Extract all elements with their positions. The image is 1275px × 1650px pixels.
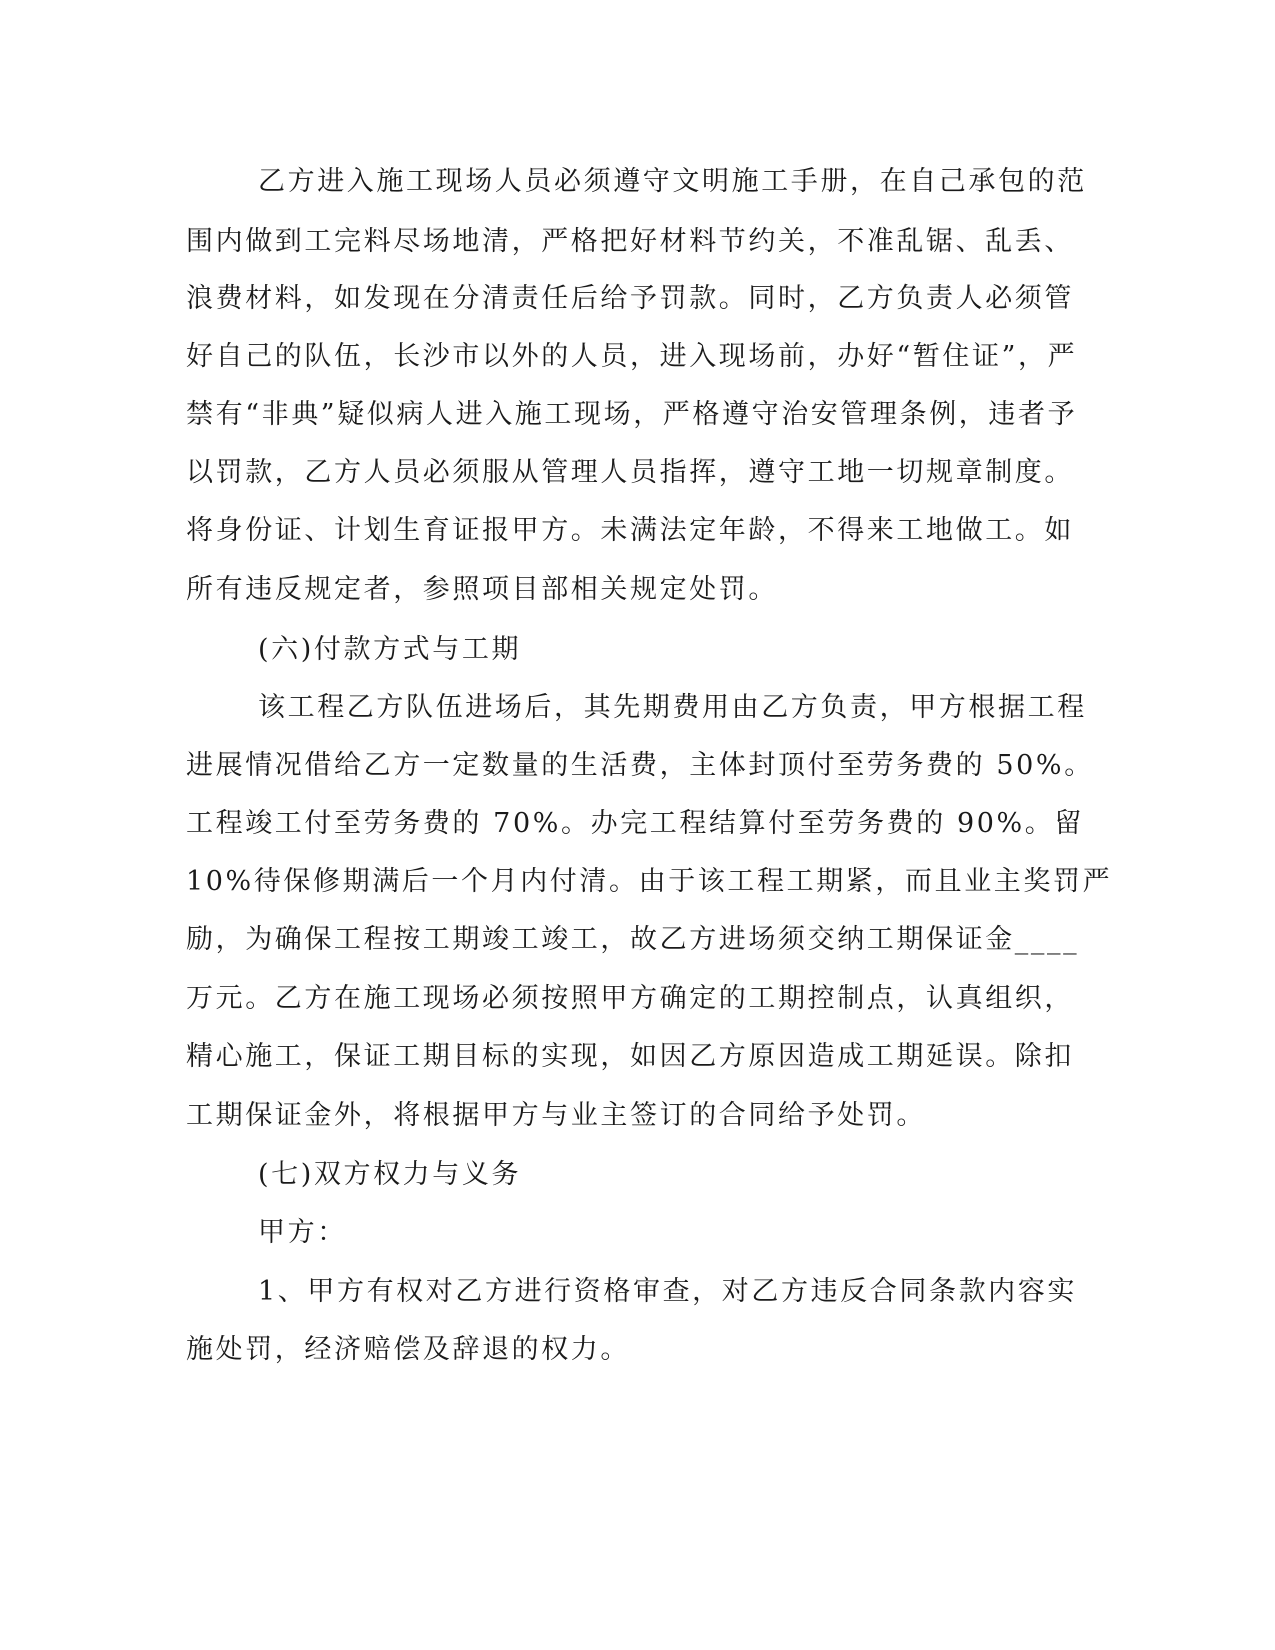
section-heading: (六)付款方式与工期: [258, 634, 522, 665]
paragraph-line: 进展情况借给乙方一定数量的生活费，主体封顶付至劳务费的 50%。: [186, 750, 1094, 781]
paragraph-line: 围内做到工完料尽场地清，严格把好材料节约关，不准乱锯、乱丢、: [186, 226, 1074, 257]
paragraph-line: 万元。乙方在施工现场必须按照甲方确定的工期控制点，认真组织，: [186, 983, 1074, 1014]
paragraph-line: 工期保证金外，将根据甲方与业主签订的合同给予处罚。: [186, 1100, 926, 1131]
paragraph-line: 精心施工，保证工期目标的实现，如因乙方原因造成工期延误。除扣: [186, 1041, 1074, 1072]
paragraph-line: 1、甲方有权对乙方进行资格审查，对乙方违反合同条款内容实: [258, 1276, 1077, 1307]
paragraph-line: 该工程乙方队伍进场后，其先期费用由乙方负责，甲方根据工程: [258, 692, 1087, 723]
paragraph-line: 将身份证、计划生育证报甲方。未满法定年龄，不得来工地做工。如: [186, 515, 1074, 546]
paragraph-line: 以罚款，乙方人员必须服从管理人员指挥，遵守工地一切规章制度。: [186, 457, 1074, 488]
paragraph-line: 好自己的队伍，长沙市以外的人员，进入现场前，办好“暂住证”，严: [186, 341, 1078, 372]
paragraph-line: 工程竣工付至劳务费的 70%。办完工程结算付至劳务费的 90%。留: [186, 808, 1084, 839]
paragraph-line: 禁有“非典”疑似病人进入施工现场，严格遵守治安管理条例，违者予: [186, 399, 1078, 430]
paragraph-line: 励，为确保工程按工期竣工竣工，故乙方进场须交纳工期保证金____: [186, 924, 1080, 955]
paragraph-line: 施处罚，经济赔偿及辞退的权力。: [186, 1334, 630, 1365]
paragraph-line: 所有违反规定者，参照项目部相关规定处罚。: [186, 574, 778, 605]
paragraph-line: 10%待保修期满后一个月内付清。由于该工程工期紧，而且业主奖罚严: [186, 866, 1113, 897]
party-label: 甲方：: [258, 1217, 347, 1248]
section-heading: (七)双方权力与义务: [258, 1159, 522, 1190]
paragraph-line: 浪费材料，如发现在分清责任后给予罚款。同时，乙方负责人必须管: [186, 283, 1074, 314]
paragraph-line: 乙方进入施工现场人员必须遵守文明施工手册，在自己承包的范: [258, 166, 1087, 197]
